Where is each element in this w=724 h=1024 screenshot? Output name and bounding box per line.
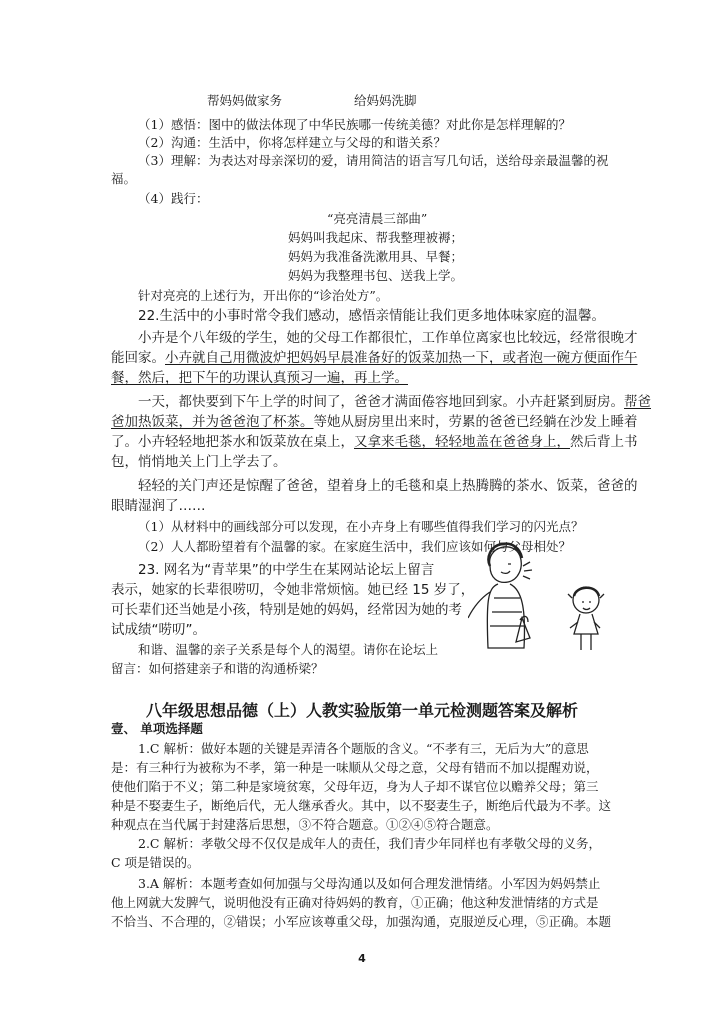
question-1-4: （4）践行： <box>138 191 209 206</box>
poem-title: “亮亮清晨三部曲” <box>327 211 428 226</box>
answer-line: 使他们陷于不义；第二种是家境贫寒，父母年迈，身为人子却不谋官位以赡养父母；第三 <box>111 779 599 794</box>
paragraph-text: 能回家。 <box>111 350 165 366</box>
answer-line: 他上网就大发脾气，说明他没有正确对待妈妈的教育，①正确；他这种发泄情绪的方式是 <box>111 895 599 910</box>
answer-line: 3.A 解析：本题考查如何加强与父母沟通以及如何合理发泄情绪。小军因为妈妈禁止 <box>138 876 601 891</box>
underlined-text: 帮爸 <box>624 394 651 410</box>
paragraph-line <box>138 392 651 412</box>
paragraph-line: 轻轻的关门声还是惊醒了爸爸，望着身上的毛毯和桌上热腾腾的茶水、饭菜，爸爸的 <box>138 478 638 494</box>
answer-line: 1.C 解析：做好本题的关键是弄清各个题版的含义。“不孝有三，无后为大”的意思 <box>138 741 589 756</box>
answer-line: 不恰当、不合理的，②错误；小军应该尊重父母，加强沟通，克服逆反心理，⑤正确。本题 <box>111 914 612 929</box>
paragraph-text: 了。小卉轻轻地把茶水和饭菜放在桌上， <box>111 434 354 450</box>
question-1-3: （3）理解：为表达对母亲深切的爱，请用简洁的语言写几句话，送给母亲最温馨的祝 <box>138 153 609 168</box>
question-23-line: 试成绩“唠叨”。 <box>111 622 206 638</box>
paragraph-line: 包，悄悄地关上门上学去了。 <box>111 454 287 470</box>
underlined-text: 小卉就自己用微波炉把妈妈早晨准备好的饭菜加热一下，或者泡一碗方便面作午 <box>165 350 638 366</box>
underlined-text: 又拿来毛毯，轻轻地盖在爸爸身上， <box>354 434 570 450</box>
answer-line: C 项是错误的。 <box>111 855 200 870</box>
paragraph-line <box>111 348 638 368</box>
question-1-1: （1）感悟：图中的做法体现了中华民族哪一传统美德？对此你是怎样理解的？ <box>138 117 571 132</box>
page-number: 4 <box>358 952 366 965</box>
question-23-line: 表示，她家的长辈很唠叨，令她非常烦恼。她已经 15 岁了， <box>111 582 475 598</box>
paragraph-text: 等她从厨房里出来时，劳累的爸爸已经躺在沙发上睡着 <box>313 414 638 430</box>
caption-housework: 帮妈妈做家务 <box>207 93 283 108</box>
question-1-2: （2）沟通：生活中，你将怎样建立与父母的和谐关系？ <box>138 135 446 150</box>
prescription-prompt: 针对亮亮的上述行为，开出你的“诊治处方”。 <box>138 288 389 303</box>
question-23-line: 23. 网名为“青苹果”的中学生在某网站论坛上留言 <box>138 562 435 578</box>
paragraph-line: 眼睛湿润了…… <box>111 498 206 514</box>
question-1-3-cont: 福。 <box>111 171 137 186</box>
poem-line: 妈妈为我准备洗漱用具、早餐； <box>288 249 464 264</box>
question-23-line: 和谐、温馨的亲子关系是每个人的渴望。请你在论坛上 <box>138 642 439 657</box>
paragraph-line: 小卉是个八年级的学生，她的父母工作都很忙，工作单位离家也比较远，经常很晚才 <box>138 330 638 346</box>
mother-arm <box>468 592 490 618</box>
paragraph-line <box>111 432 638 452</box>
underlined-text: 餐，然后，把下午的功课认真预习一遍，再上学。 <box>111 370 408 386</box>
answer-line: 2.C 解析：孝敬父母不仅仅是成年人的责任，我们青少年同样也有孝敬父母的义务， <box>138 836 601 851</box>
paragraph-text: 然后背上书 <box>570 434 638 450</box>
poem-line: 妈妈叫我起床、帮我整理被褥； <box>288 230 464 245</box>
paragraph-text: 一天，都快要到下午上学的时间了，爸爸才满面倦容地回到家。小卉赶紧到厨房。 <box>138 394 624 410</box>
mother-body <box>487 584 524 648</box>
caption-wash-feet: 给妈妈洗脚 <box>354 93 417 108</box>
paragraph-line <box>111 412 638 432</box>
underlined-text: 爸加热饭菜，并为爸爸泡了杯茶。 <box>111 414 314 430</box>
mother-daughter-illustration <box>468 538 618 656</box>
question-22-2: （2）人人都盼望着有个温馨的家。在家庭生活中，我们应该如何与父母相处？ <box>138 539 571 554</box>
question-22-1: （1）从材料中的画线部分可以发现，在小卉身上有哪些值得我们学习的闪光点？ <box>138 519 584 534</box>
mother-head <box>490 547 522 583</box>
section-heading: 壹、 单项选择题 <box>111 721 203 736</box>
question-23-line: 可长辈们还当她是小孩，特别是她的妈妈，经常因为她的考 <box>111 602 462 618</box>
answer-line: 种观点在当代属于封建落后思想，③不符合题意。①②④⑤符合题意。 <box>111 817 499 832</box>
answer-line: 种是不娶妻生子，断绝后代，无人继承香火。其中，以不娶妻生子，断绝后代最为不孝。这 <box>111 798 612 813</box>
answer-line: 是：有三种行为被称为不孝，第一种是一味顺从父母之意，父母有错而不加以提醒劝说， <box>111 760 599 775</box>
question-22-intro: 22.生活中的小事时常令我们感动，感悟亲情能让我们更多地体味家庭的温馨。 <box>138 308 605 324</box>
answers-title: 八年级思想品德（上）人教实验版第一单元检测题答案及解析 <box>145 701 578 720</box>
question-23-line: 留言：如何搭建亲子和谐的沟通桥梁？ <box>111 661 324 676</box>
poem-line: 妈妈为我整理书包、送我上学。 <box>288 268 464 283</box>
daughter-body <box>574 614 598 634</box>
